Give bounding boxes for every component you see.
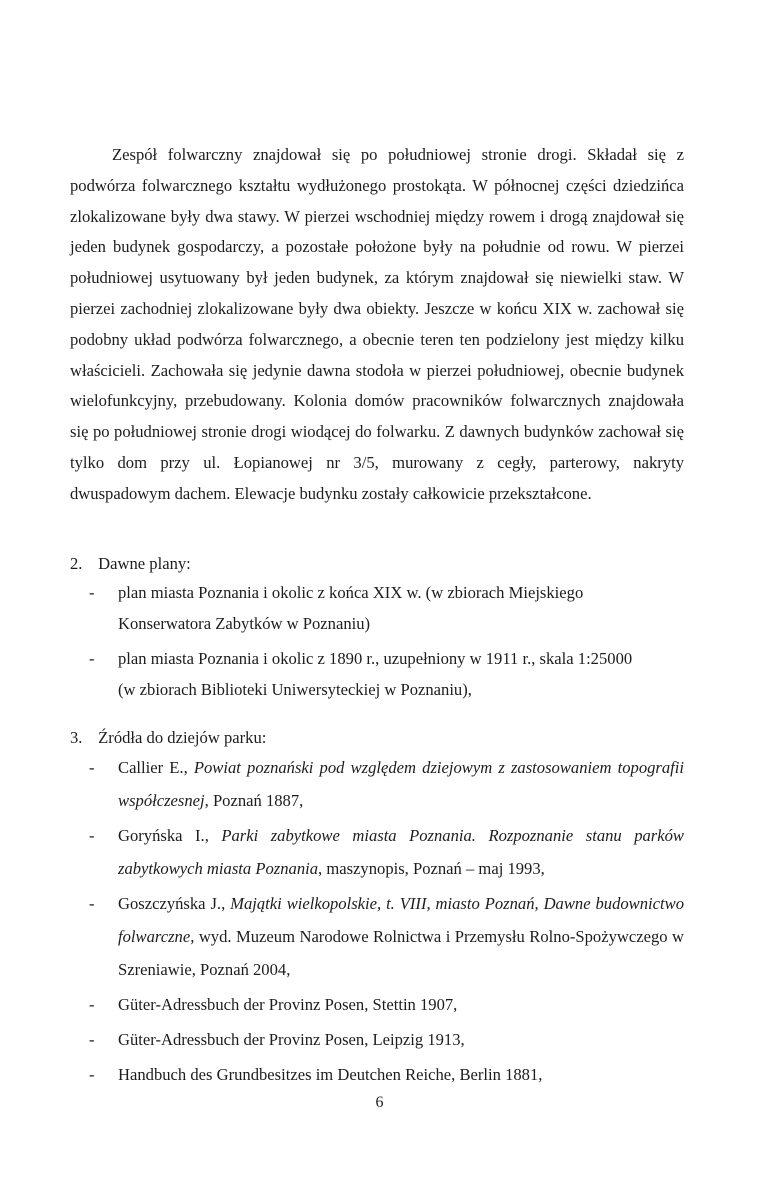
section-number: 2. <box>70 554 83 573</box>
list-dash: - <box>89 649 95 668</box>
list-dash: - <box>89 1065 95 1084</box>
list-item-line: plan miasta Poznania i okolic z 1890 r., uzupełniony w 1911 r., skala 1:25000 <box>118 649 633 668</box>
reference-text <box>118 819 684 885</box>
reference-author: Callier E., <box>118 758 194 777</box>
reference-details: wyd. Muzeum Narodowe Rolnictwa i Przemysłu Rolno-Spożywczego w Szreniawie, Poznań 2004, <box>118 927 684 979</box>
reference-text: Güter-Adressbuch der Provinz Posen, Stettin 1907, <box>118 995 458 1014</box>
list-item-line: plan miasta Poznania i okolic z końca XIX w. (w zbiorach Miejskiego <box>118 583 584 602</box>
sources-list <box>0 751 684 1093</box>
reference-title: Parki zabytkowe miasta Poznania. Rozpoznanie stanu parków zabytkowych miasta Poznania <box>118 826 684 878</box>
section-number: 3. <box>70 728 83 747</box>
list-item <box>0 819 684 885</box>
body-paragraph: Zespół folwarczny znajdował się po południowej stronie drogi. Składał się z podwórza folwarcznego kształtu wydłużonego prostokąta. W północnej części dziedzińca zlokalizowane były dwa stawy. W pierzei wschodniej między rowem i drogą znajdował się jeden budynek gospodarczy, a pozostałe położone były na południe od rowu. W pierzei południowej usytuowany był jeden budynek, za którym znajdował się niewielki staw. W pierzei zachodniej zlokalizowane były dwa obiekty. Jeszcze w końcu XIX w. zachował się podobny układ podwórza folwarcznego, a obecnie teren ten podzielony jest między kilku właścicieli. Zachowała się jedynie dawna stodoła w pierzei południowej, obecnie budynek wielofunkcyjny, przebudowany. Kolonia domów pracowników folwarcznych znajdowała się po południowej stronie drogi wiodącej do folwarku. Z dawnych budynków zachował się tylko dom przy ul. Łopianowej nr 3/5, murowany z cegły, parterowy, nakryty dwuspadowym dachem. Elewacje budynku zostały całkowicie przekształcone. <box>70 145 684 503</box>
list-item <box>0 751 684 817</box>
reference-text: Güter-Adressbuch der Provinz Posen, Leipzig 1913, <box>118 1030 465 1049</box>
list-item <box>0 643 688 705</box>
reference-details: , Poznań 1887, <box>204 791 304 810</box>
list-item <box>0 1058 684 1091</box>
section-heading-plans <box>70 552 191 576</box>
list-item <box>0 1023 684 1056</box>
list-dash: - <box>89 1030 95 1049</box>
list-item-line: Konserwatora Zabytków w Poznaniu) <box>118 614 371 633</box>
list-item-line: (w zbiorach Biblioteki Uniwersyteckiej w Poznaniu), <box>118 680 472 699</box>
list-dash: - <box>89 826 95 845</box>
list-item <box>0 988 684 1021</box>
list-item <box>0 887 684 986</box>
section-title: Źródła do dziejów parku: <box>98 728 267 747</box>
list-dash: - <box>89 995 95 1014</box>
reference-text <box>118 751 684 817</box>
section-title: Dawne plany: <box>98 554 191 573</box>
page-number: 6 <box>375 1094 384 1111</box>
reference-title: Powiat poznański pod względem dziejowym z zastosowaniem topografii współczesnej <box>118 758 684 810</box>
list-dash: - <box>89 894 95 913</box>
plans-list <box>0 577 688 709</box>
reference-author: Goryńska I., <box>118 826 222 845</box>
reference-details: , maszynopis, Poznań – maj 1993, <box>318 859 545 878</box>
reference-text <box>118 887 684 986</box>
list-dash: - <box>89 758 95 777</box>
list-dash: - <box>89 583 95 602</box>
section-heading-sources <box>70 726 266 750</box>
reference-text: Handbuch des Grundbesitzes im Deutchen Reiche, Berlin 1881, <box>118 1065 543 1084</box>
reference-title: Majątki wielkopolskie, t. VIII, miasto Poznań, Dawne budownictwo folwarczne, <box>118 894 685 946</box>
reference-author: Goszczyńska J., <box>118 894 231 913</box>
list-item <box>0 577 688 639</box>
